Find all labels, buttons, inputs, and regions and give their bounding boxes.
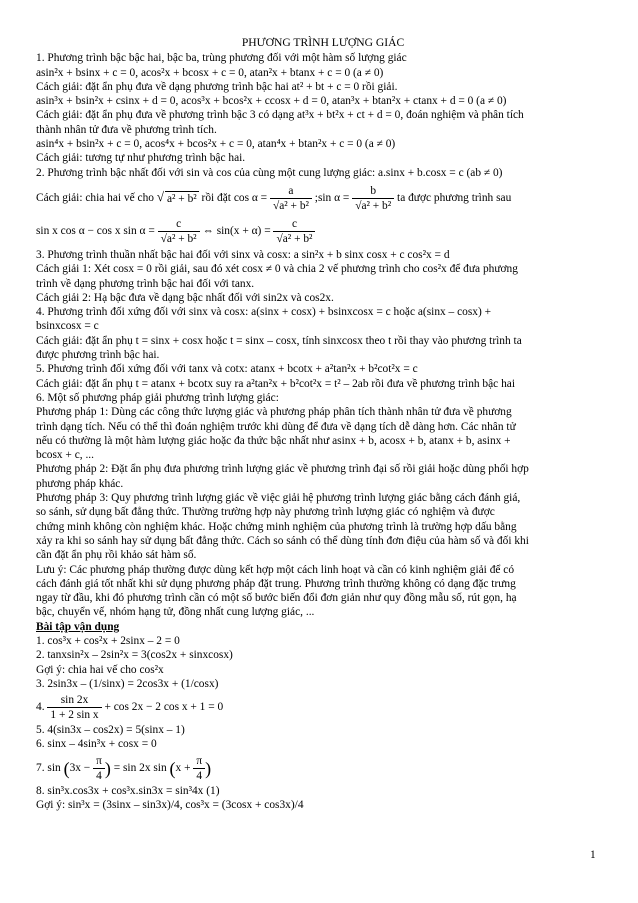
sin-fn: sin bbox=[47, 761, 61, 774]
text-line: bsinxcosx = c bbox=[36, 320, 99, 333]
formula-iff: ⇔ sin(x + α) = bbox=[202, 224, 271, 237]
exercise-line: 2. tanxsin²x – 2sin²x = 3(cos2x + sinxcosx) bbox=[36, 649, 233, 662]
text-line: Cách giải 2: Hạ bậc đưa về dạng bậc nhất đối với sin2x và cos2x. bbox=[36, 291, 334, 304]
formula-line bbox=[36, 180, 610, 214]
formula-tail: ta được phương trình sau bbox=[397, 191, 512, 204]
formula-line bbox=[36, 214, 610, 248]
text-line: asin³x + bsin²x + csinx + d = 0, acos³x + bcos²x + ccosx + d = 0, atan³x + btan²x + ctanx + d = 0 (a ≠ 0) bbox=[36, 95, 507, 108]
text-line: trình về dạng phương trình bậc hai đối với tanx. bbox=[36, 277, 255, 290]
text-line: Phương pháp 1: Dùng các công thức lượng giác và phương pháp phân tích thành nhân tử đưa về phương bbox=[36, 406, 512, 419]
fraction-numerator: π bbox=[96, 754, 102, 767]
sqrt-body: a² + b² bbox=[166, 232, 197, 245]
text-line: Lưu ý: Các phương pháp thường được dùng kết hợp một cách linh hoạt và cần có kinh nghiệm giải để có bbox=[36, 563, 515, 576]
text-line: cách đánh giá tốt nhất khi sử dụng phương pháp đặt trung. Phương trình thường không có dạng đặc trưng bbox=[36, 577, 516, 590]
fraction-denominator: √a² + b² bbox=[158, 231, 200, 246]
fraction-denominator: √a² + b² bbox=[352, 198, 394, 213]
text-line: 4. Phương trình đối xứng đối với sinx và cosx: a(sinx + cosx) + bsinxcosx = c hoặc a(sinx – cosx) + bbox=[36, 306, 492, 319]
sin-alpha-lhs: ;sin α = bbox=[314, 191, 350, 204]
fraction bbox=[352, 184, 394, 213]
cos-alpha-lhs: cos α = bbox=[233, 191, 268, 204]
exercise-label: 4. bbox=[36, 701, 45, 714]
text-line: bcosx + c, ... bbox=[36, 449, 94, 462]
formula-mid: rồi đặt bbox=[201, 191, 231, 204]
text-line: 1. Phương trình bậc bậc hai, bậc ba, trùng phương đối với một hàm số lượng giác bbox=[36, 52, 407, 65]
text-line: so sánh, sử dụng bất đẳng thức. Thường trường hợp này phương trình lượng giác có nghiệm và được bbox=[36, 506, 495, 519]
text-line: cần đặt ẩn phụ rồi khảo sát hàm số. bbox=[36, 549, 197, 562]
text-line: 6. Một số phương pháp giải phương trình lượng giác: bbox=[36, 391, 279, 404]
formula-lead: Cách giải: chia hai vế cho bbox=[36, 191, 154, 204]
fraction bbox=[273, 217, 315, 246]
exercise-line: 3. 2sin3x – (1/sinx) = 2cos3x + (1/cosx) bbox=[36, 677, 219, 690]
sqrt-body: a² + b² bbox=[282, 232, 313, 245]
paren-open: ( bbox=[63, 758, 70, 779]
text-line: nếu có thường là một hàm lượng giác hoặc đa thức bậc nhất như asinx + b, acosx + b, atanx + b, asinx + bbox=[36, 434, 511, 447]
text-line: trình dạng tích. Nếu có thể thì đoán nghiệm trước khi dùng để đưa về dạng tích dễ dàng hơn. Các nhân tử bbox=[36, 420, 516, 433]
page-number: 1 bbox=[590, 849, 596, 861]
fraction-denominator: 4 bbox=[193, 768, 205, 783]
text-line: Cách giải: đặt ẩn phụ đưa về dạng phương trình bậc hai at² + bt + c = 0 rồi giải. bbox=[36, 80, 398, 93]
sqrt-body: a² + b² bbox=[166, 192, 197, 205]
formula-mid: = sin 2x sin bbox=[113, 761, 167, 774]
fraction-numerator: c bbox=[176, 217, 182, 230]
sqrt-body: a² + b² bbox=[361, 199, 392, 212]
fraction-numerator: c bbox=[291, 217, 297, 230]
exercise-line: Gợi ý: sin³x = (3sinx – sin3x)/4, cos³x = (3cosx + cos3x)/4 bbox=[36, 799, 304, 812]
fraction-numerator: sin 2x bbox=[60, 694, 89, 707]
exercise-line: 6. sinx – 4sin³x + cosx = 0 bbox=[36, 738, 157, 751]
fraction bbox=[158, 217, 200, 246]
sqrt-body: a² + b² bbox=[279, 199, 309, 212]
fraction bbox=[47, 693, 101, 722]
fraction-denominator: 1 + 2 sin x bbox=[47, 707, 101, 722]
fraction-denominator: √a² + b² bbox=[273, 231, 315, 246]
text-line: bậc, chuyển vế, nhóm hạng tử, đồng nhất cung lượng giác, ... bbox=[36, 606, 315, 619]
text-line: Cách giải: đặt ẩn phụ t = sinx + cosx hoặc t = sinx – cosx, tính sinxcosx theo t rồi thay vào phương trình ta bbox=[36, 334, 522, 347]
text-line: Cách giải: đặt ẩn phụ t = atanx + bcotx suy ra a²tan²x + b²cot²x = t² – 2ab rồi đưa về phương trình bậc hai bbox=[36, 377, 515, 390]
exercise-heading: Bài tập vận dụng bbox=[36, 620, 120, 633]
paren-close: ) bbox=[205, 758, 212, 779]
fraction-numerator: a bbox=[288, 184, 294, 197]
text-line: chứng minh không còn nghiệm khác. Hoặc chứng minh nghiệm của phương trình là trường hợp dấu bằng bbox=[36, 520, 517, 533]
text-line: 5. Phương trình đối xứng đối với tanx và cotx: atanx + bcotx + a²tan²x + b²cot²x = c bbox=[36, 363, 418, 376]
text-line: phương pháp khác. bbox=[36, 477, 124, 490]
fraction-numerator: π bbox=[196, 754, 203, 767]
fraction bbox=[193, 754, 205, 783]
fraction bbox=[270, 184, 312, 213]
text-line: asin²x + bsinx + c = 0, acos²x + bcosx + c = 0, atan²x + btanx + c = 0 (a ≠ 0) bbox=[36, 66, 384, 79]
text-line: Cách giải: tương tự như phương trình bậc hai. bbox=[36, 152, 246, 165]
fraction bbox=[93, 754, 105, 783]
text-line: 2. Phương trình bậc nhất đối với sin và cos của cùng một cung lượng giác: a.sinx + b.cosx = c (ab ≠ 0) bbox=[36, 166, 503, 179]
text-line: 3. Phương trình thuần nhất bậc hai đối với sinx và cosx: a sin²x + b sinx cosx + c cos²x = d bbox=[36, 248, 450, 261]
paren-close: ) bbox=[104, 758, 111, 779]
sqrt-sign: √ bbox=[156, 188, 164, 204]
exercise-formula bbox=[36, 752, 610, 784]
exercise-formula bbox=[36, 691, 610, 723]
formula-rest: + cos 2x − 2 cos x + 1 = 0 bbox=[104, 701, 224, 714]
fraction-denominator: √a² + b² bbox=[270, 198, 312, 213]
paren-open: ( bbox=[169, 758, 176, 779]
exercise-label: 7. bbox=[36, 761, 45, 774]
exercise-line: 1. cos³x + cos²x + 2sinx – 2 = 0 bbox=[36, 634, 180, 647]
arg-text: x + bbox=[175, 761, 191, 774]
text-line: ngay từ đầu, khi đó phương trình cần có một số bước biến đổi đơn giản như quy đồng mẫu số, rút gọn, hạ bbox=[36, 592, 517, 605]
text-line: Cách giải: đặt ẩn phụ đưa về phương trình bậc 3 có dạng at³x + bt²x + ct + d = 0, đoán nghiệm và phân tích bbox=[36, 109, 524, 122]
text-line: thành nhân tử đưa về phương trình tích. bbox=[36, 123, 217, 136]
exercise-line: 8. sin³x.cos3x + cos³x.sin3x = sin³4x (1) bbox=[36, 784, 220, 797]
text-line: xảy ra khi so sánh hay sử dụng bất đẳng thức. Cách so sánh có thể dùng tính đơn điệu của hàm số và đối khi bbox=[36, 534, 529, 547]
fraction-denominator: 4 bbox=[93, 768, 105, 783]
page-title: PHƯƠNG TRÌNH LƯỢNG GIÁC bbox=[241, 36, 405, 49]
formula-lhs: sin x cos α − cos x sin α = bbox=[36, 224, 155, 237]
exercise-line: 5. 4(sin3x – cos2x) = 5(sinx – 1) bbox=[36, 724, 185, 737]
text-line: được phương trình bậc hai. bbox=[36, 349, 160, 362]
fraction-numerator: b bbox=[370, 184, 377, 197]
exercise-line: Gợi ý: chia hai vế cho cos²x bbox=[36, 663, 164, 676]
text-line: Phương pháp 3: Quy phương trình lượng giác về việc giải hệ phương trình lượng giác bằng cách đánh giá, bbox=[36, 492, 521, 505]
arg-text: 3x − bbox=[69, 761, 91, 774]
text-line: Phương pháp 2: Đặt ẩn phụ đưa phương trình lượng giác về phương trình đại số rồi giải hoặc dùng phối hợp bbox=[36, 463, 529, 476]
text-line: Cách giải 1: Xét cosx = 0 rồi giải, sau đó xét cosx ≠ 0 và chia 2 vế phương trình cho cos²x để đưa phương bbox=[36, 263, 518, 276]
text-line: asin⁴x + bsin²x + c = 0, acos⁴x + bcos²x + c = 0, atan⁴x + btan²x + c = 0 (a ≠ 0) bbox=[36, 138, 396, 151]
